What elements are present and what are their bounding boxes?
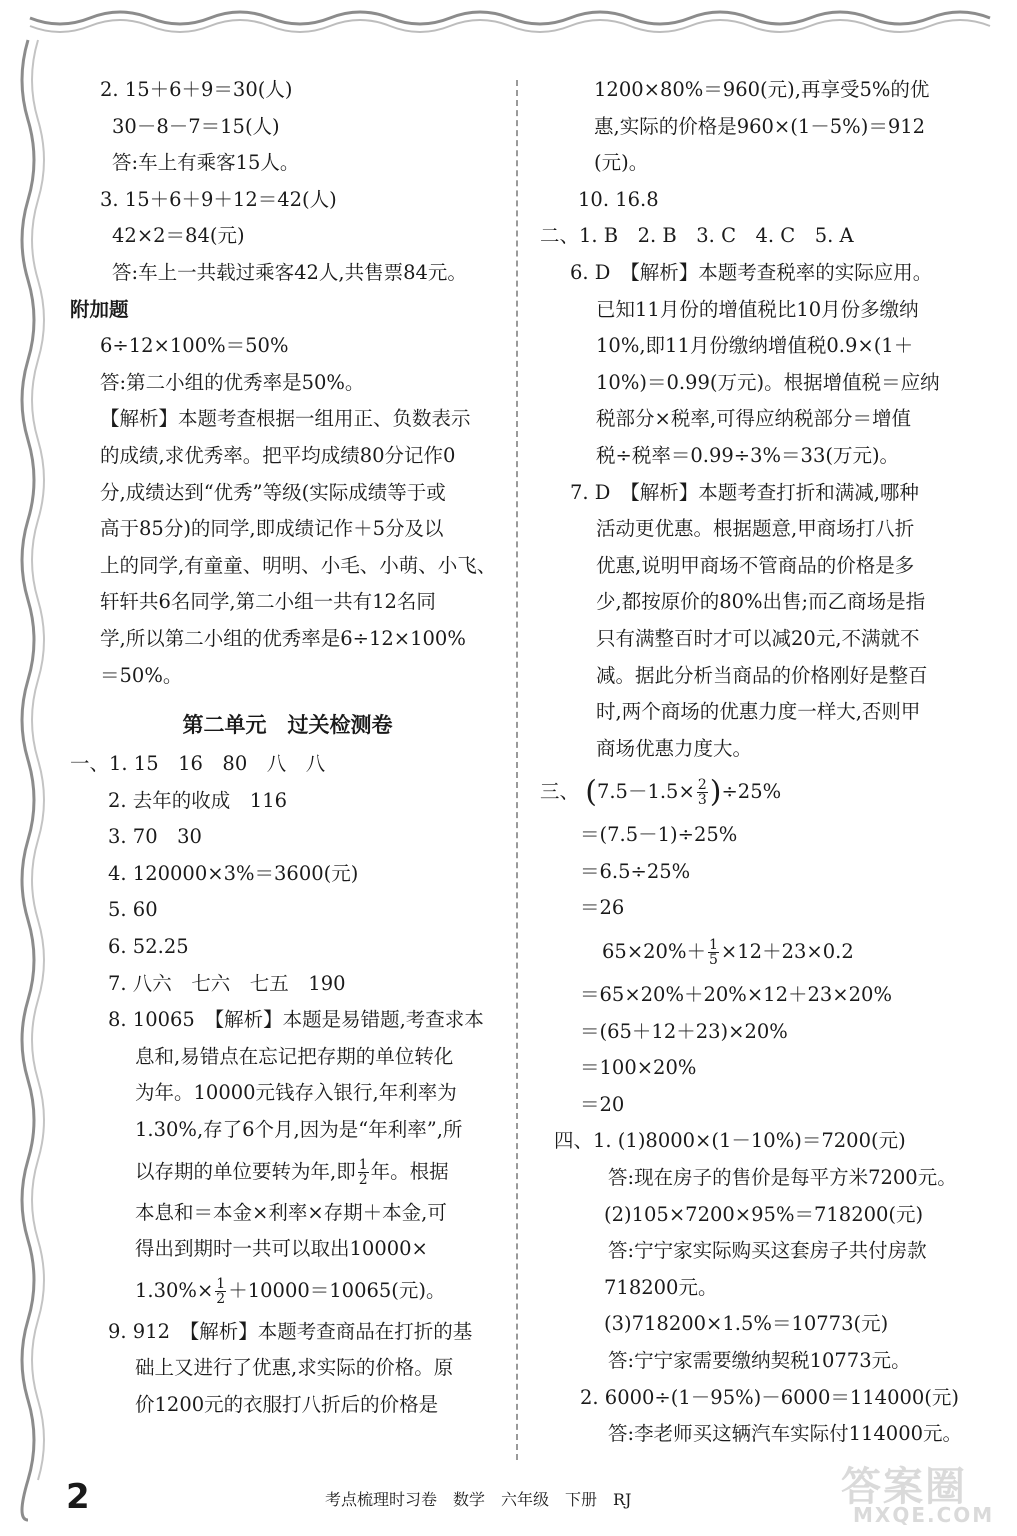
- fraction-numerator: 1: [216, 1275, 226, 1292]
- analysis-line: 高于85分)的同学,即成绩记作＋5分及以: [100, 517, 444, 541]
- answer-line: 答:现在房子的售价是每平方米7200元。: [608, 1166, 957, 1190]
- analysis-line: 础上又进行了优惠,求实际的价格。原: [135, 1356, 454, 1380]
- text-segment: ÷25%: [721, 780, 782, 804]
- answer-line: 答:车上一共载过乘客42人,共售票84元。: [112, 260, 467, 284]
- analysis-line: 为年。10000元钱存入银行,年利率为: [135, 1081, 457, 1105]
- answer-line: (2)105×7200×95%＝718200(元): [604, 1202, 924, 1226]
- watermark-logo: [835, 1455, 995, 1530]
- text-segment: 7.5－1.5×: [596, 780, 695, 804]
- answer-line: 2. 去年的收成 116: [108, 788, 288, 812]
- fraction: [215, 1277, 226, 1306]
- fraction-denominator: 5: [709, 952, 718, 969]
- calc-step: ＝26: [580, 896, 625, 920]
- section-label: 三、: [540, 780, 580, 804]
- analysis-line: 税÷税率＝0.99÷3%＝33(万元)。: [596, 443, 900, 467]
- answer-line: 7. 八六 七六 七五 190: [108, 971, 346, 995]
- analysis-line: 上的同学,有童童、明明、小毛、小萌、小飞、: [100, 553, 497, 577]
- analysis-line: 1200×80%＝960(元),再享受5%的优: [594, 78, 930, 101]
- text-segment: ×12＋23×0.2: [720, 940, 854, 964]
- calc-step: ＝20: [580, 1092, 625, 1116]
- fraction-denominator: 2: [216, 1290, 226, 1307]
- calc-line-with-fraction: [540, 767, 980, 817]
- fraction: [358, 1158, 369, 1187]
- answer-line: 一、1. 15 16 80 八 八: [70, 752, 326, 776]
- analysis-line: 本息和＝本金×利率×存期＋本金,可: [135, 1200, 447, 1224]
- analysis-line: 时,两个商场的优惠力度一样大,否则甲: [596, 700, 921, 724]
- answer-line: 6. 52.25: [108, 935, 189, 959]
- analysis-line: 分,成绩达到“优秀”等级(实际成绩等于或: [100, 480, 446, 504]
- analysis-line: 10%,即11月份缴纳增值税0.9×(1＋: [596, 334, 914, 358]
- analysis-line: 9. 912 【解析】本题考查商品在打折的基: [108, 1319, 473, 1343]
- calc-line-with-fraction: [540, 927, 980, 977]
- analysis-line: 价1200元的衣服打八折后的价格是: [135, 1393, 439, 1416]
- answer-line: 答:车上有乘客15人。: [112, 151, 300, 175]
- analysis-line: 减。据此分析当商品的价格刚好是整百: [596, 663, 928, 687]
- analysis-line: 商场优惠力度大。: [596, 736, 753, 760]
- answer-line: 30－8－7＝15(人): [112, 114, 280, 138]
- fraction: [708, 938, 719, 967]
- text-segment: 65×20%＋: [602, 940, 706, 964]
- analysis-line: 学,所以第二小组的优秀率是6÷12×100%: [100, 626, 466, 650]
- calc-step: ＝(65＋12＋23)×20%: [580, 1019, 788, 1043]
- answer-line: 3. 70 30: [108, 825, 202, 849]
- column-divider: [516, 80, 518, 1460]
- paren-open: (: [585, 774, 597, 810]
- analysis-line: 8. 10065 【解析】本题是易错题,考查求本: [108, 1008, 484, 1032]
- footer-book-title: 考点梳理时习卷 数学 六年级 下册 RJ: [325, 1490, 632, 1509]
- answer-line: 答:宁宁家需要缴纳契税10773元。: [608, 1349, 911, 1372]
- answer-line: 答:宁宁家实际购买这套房子共付房款: [608, 1239, 927, 1263]
- analysis-line: 税部分×税率,可得应纳税部分＝增值: [596, 407, 912, 431]
- analysis-line: 优惠,说明甲商场不管商品的价格是多: [596, 553, 915, 577]
- answer-line: (3)718200×1.5%＝10773(元): [604, 1312, 889, 1336]
- answer-line: 2. 6000÷(1－95%)－6000＝114000(元): [580, 1385, 960, 1409]
- calc-step: ＝65×20%＋20%×12＋23×20%: [580, 983, 892, 1007]
- analysis-line: 的成绩,求优秀率。把平均成绩80分记作0: [100, 443, 456, 467]
- calc-step: ＝100×20%: [580, 1056, 697, 1080]
- calc-step: ＝(7.5－1)÷25%: [580, 823, 738, 847]
- analysis-line: 6. D 【解析】本题考查税率的实际应用。: [570, 260, 933, 284]
- analysis-line-with-fraction: [70, 1149, 505, 1195]
- watermark-url: MXQE.COM: [853, 1503, 995, 1527]
- answer-line: 4. 120000×3%＝3600(元): [108, 861, 359, 885]
- analysis-line: 1.30%,存了6个月,因为是“年利率”,所: [135, 1118, 463, 1142]
- analysis-line-with-fraction: [70, 1268, 505, 1314]
- fraction-denominator: 2: [358, 1171, 368, 1188]
- answer-line: 二、1. B 2. B 3. C 4. C 5. A: [540, 224, 854, 248]
- answer-line: 2. 15＋6＋9＝30(人): [100, 78, 293, 101]
- text-segment: 以存期的单位要转为年,即: [135, 1159, 356, 1183]
- unit-heading: 第二单元 过关检测卷: [182, 713, 393, 738]
- answer-line: 10. 16.8: [578, 187, 659, 211]
- answer-line: 四、1. (1)8000×(1－10%)＝7200(元): [554, 1129, 906, 1153]
- paren-close: ): [709, 774, 722, 810]
- analysis-line: (元)。: [594, 151, 649, 175]
- analysis-line: 得出到期时一共可以取出10000×: [135, 1237, 428, 1261]
- section-label: 附加题: [70, 297, 129, 321]
- analysis-line: 活动更优惠。根据题意,甲商场打八折: [596, 517, 915, 541]
- answer-line: 6÷12×100%＝50%: [100, 334, 289, 358]
- analysis-line: 【解析】本题考查根据一组用正、负数表示: [100, 407, 471, 431]
- page-number: 2: [66, 1477, 90, 1517]
- analysis-line: 10%)＝0.99(万元)。根据增值税＝应纳: [596, 370, 940, 394]
- analysis-line: 息和,易错点在忘记把存期的单位转化: [135, 1044, 454, 1068]
- analysis-line: 只有满整百时才可以减20元,不满就不: [596, 626, 920, 650]
- analysis-line: 7. D 【解析】本题考查打折和满减,哪种: [570, 480, 919, 504]
- text-segment: 年。根据: [370, 1159, 449, 1183]
- left-column: [70, 72, 505, 1424]
- answer-line: 答:李老师买这辆汽车实际付114000元。: [608, 1422, 963, 1446]
- answer-line: 718200元。: [604, 1275, 718, 1299]
- fraction-numerator: 2: [697, 777, 707, 794]
- fraction-denominator: 3: [697, 792, 707, 809]
- answer-line: 42×2＝84(元): [112, 224, 245, 248]
- analysis-line: 少,都按原价的80%出售;而乙商场是指: [596, 590, 926, 614]
- analysis-line: 已知11月份的增值税比10月份多缴纳: [596, 297, 919, 321]
- right-column: [540, 72, 980, 1453]
- answer-line: 3. 15＋6＋9＋12＝42(人): [100, 187, 337, 211]
- text-segment: 1.30%×: [135, 1278, 214, 1302]
- analysis-line: ＝50%。: [100, 663, 183, 687]
- analysis-line: 惠,实际的价格是960×(1－5%)＝912: [594, 114, 926, 138]
- calc-step: ＝6.5÷25%: [580, 859, 691, 883]
- fraction-numerator: 1: [358, 1156, 368, 1173]
- answer-line: 5. 60: [108, 898, 158, 922]
- fraction: [697, 778, 708, 807]
- text-segment: ＋10000＝10065(元)。: [228, 1278, 446, 1302]
- answer-line: 答:第二小组的优秀率是50%。: [100, 370, 365, 394]
- watermark-text: 答案圈: [841, 1464, 967, 1510]
- analysis-line: 轩轩共6名同学,第二小组一共有12名同: [100, 590, 436, 614]
- fraction-numerator: 1: [709, 937, 718, 954]
